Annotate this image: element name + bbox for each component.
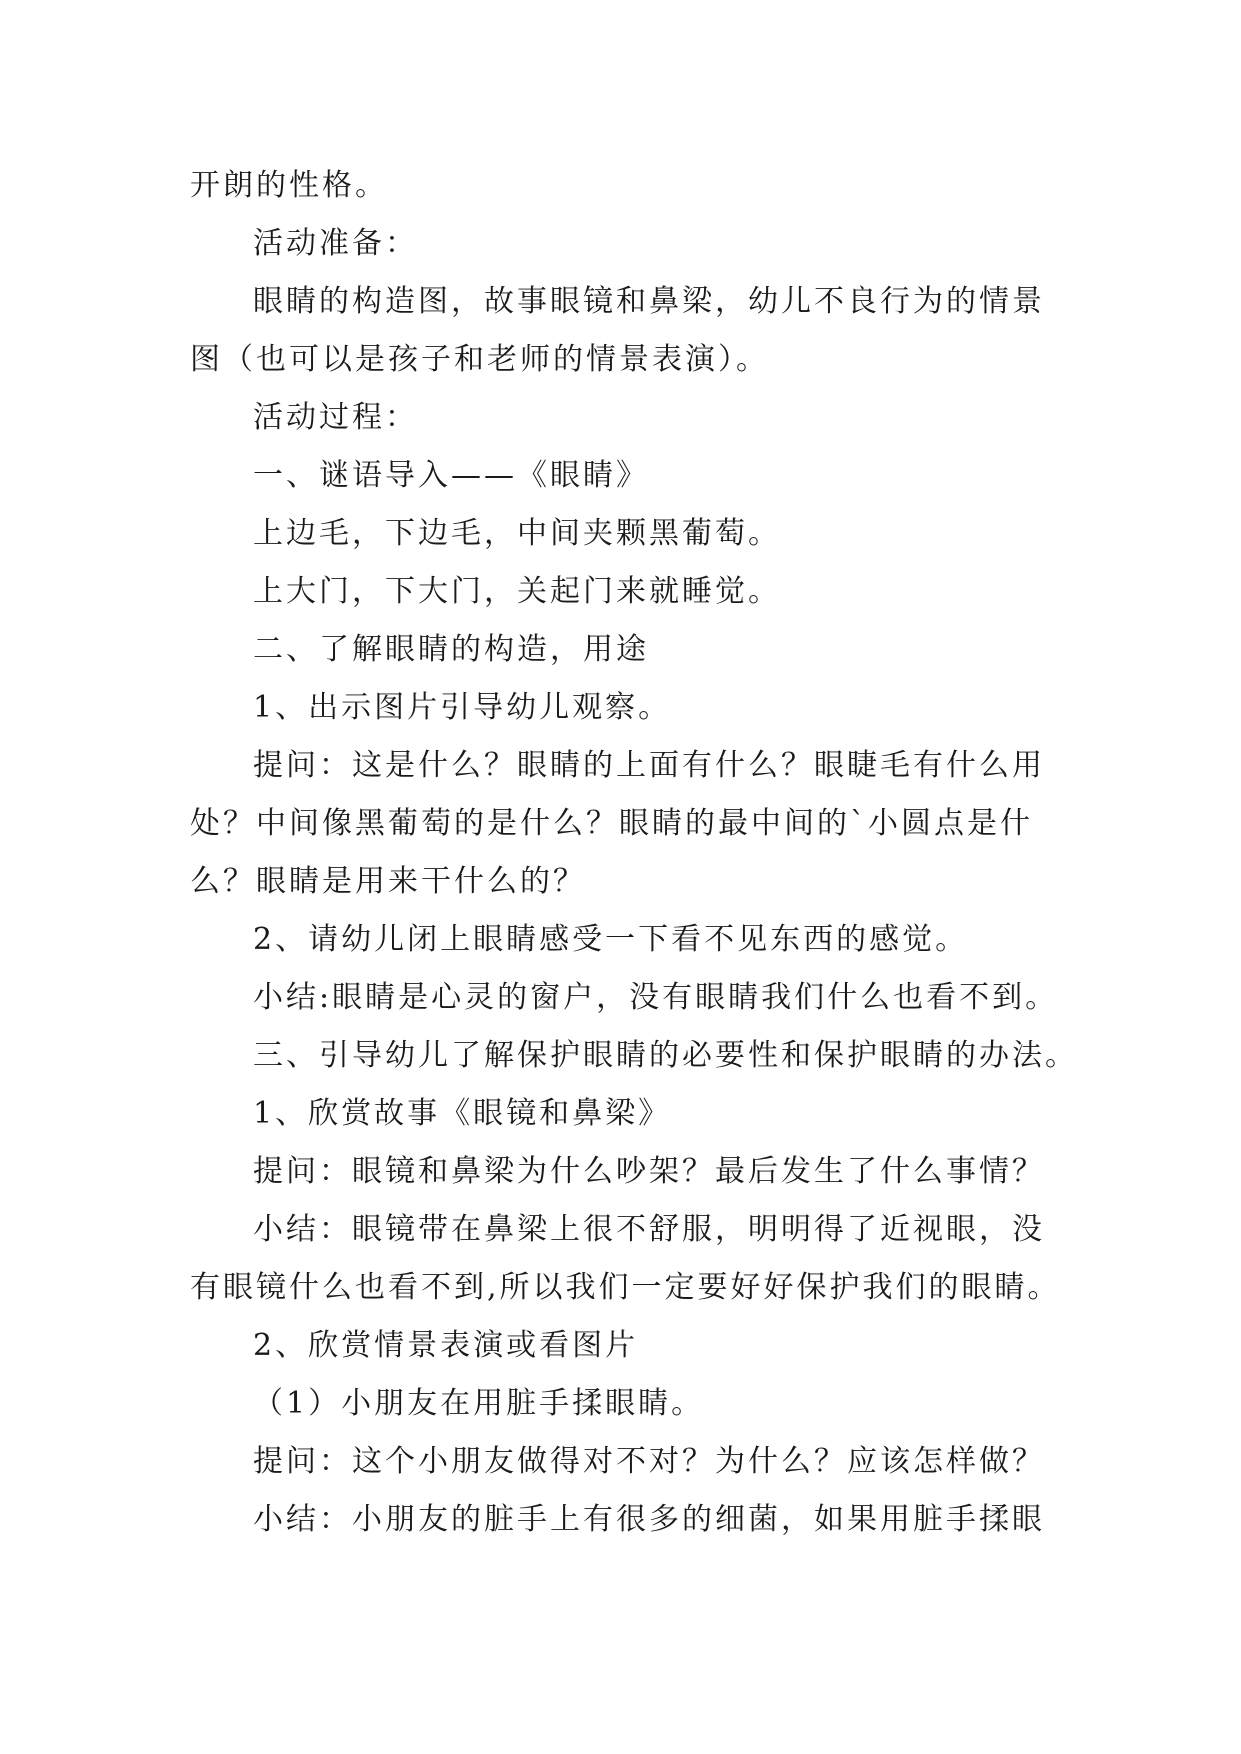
text-line: 处？中间像黑葡萄的是什么？眼睛的最中间的`小圆点是什 — [190, 806, 1033, 841]
text-line: 上大门，下大门，关起门来就睡觉。 — [253, 574, 781, 609]
text-line: 1、出示图片引导幼儿观察。 — [253, 690, 672, 725]
text-line: 提问：这个小朋友做得对不对？为什么？应该怎样做？ — [253, 1444, 1045, 1479]
section-heading: 三、引导幼儿了解保护眼睛的必要性和保护眼睛的办法。 — [253, 1038, 1078, 1073]
text-line: 1、欣赏故事《眼镜和鼻梁》 — [253, 1096, 672, 1131]
text-line: 图（也可以是孩子和老师的情景表演）。 — [190, 342, 769, 377]
text-line: 眼睛的构造图，故事眼镜和鼻梁，幼儿不良行为的情景 — [253, 284, 1045, 319]
text-line: 小结:眼睛是心灵的窗户，没有眼睛我们什么也看不到。 — [253, 980, 1059, 1015]
text-line: 提问：这是什么？眼睛的上面有什么？眼睫毛有什么用 — [253, 748, 1045, 783]
text-line: 上边毛，下边毛，中间夹颗黑葡萄。 — [253, 516, 781, 551]
text-line: 2、请幼儿闭上眼睛感受一下看不见东西的感觉。 — [253, 922, 969, 957]
section-heading: 一、谜语导入——《眼睛》 — [253, 458, 649, 493]
text-line: 2、欣赏情景表演或看图片 — [253, 1328, 639, 1363]
section-heading: 二、了解眼睛的构造，用途 — [253, 632, 649, 667]
text-line: 么？眼睛是用来干什么的？ — [190, 864, 586, 899]
text-line: 小结：眼镜带在鼻梁上很不舒服，明明得了近视眼，没 — [253, 1212, 1045, 1247]
text-line: 小结：小朋友的脏手上有很多的细菌，如果用脏手揉眼 — [253, 1502, 1045, 1537]
text-line: （1）小朋友在用脏手揉眼睛。 — [253, 1386, 705, 1421]
text-line: 有眼镜什么也看不到,所以我们一定要好好保护我们的眼睛。 — [190, 1270, 1061, 1305]
text-line: 提问：眼镜和鼻梁为什么吵架？最后发生了什么事情？ — [253, 1154, 1045, 1189]
section-heading: 活动准备： — [253, 226, 418, 261]
section-heading: 活动过程： — [253, 400, 418, 435]
text-line: 开朗的性格。 — [190, 168, 388, 203]
